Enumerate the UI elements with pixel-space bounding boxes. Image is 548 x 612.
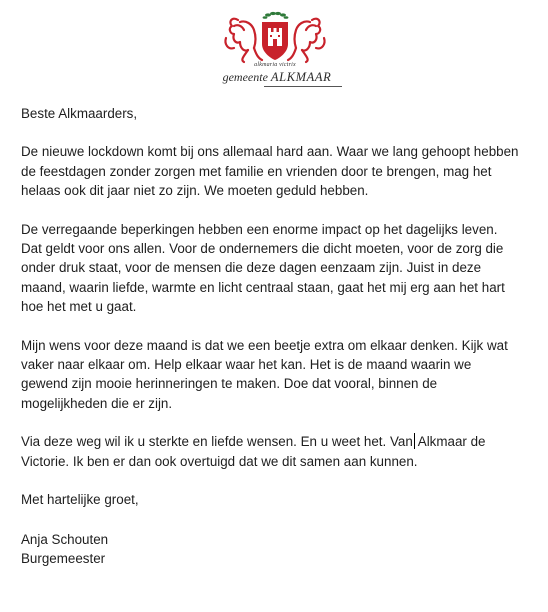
logo-underline <box>264 86 342 87</box>
letter-paragraph-4-part-2: Alkmaar de Victorie. Ik ben er dan ook overtuigd dat we dit samen aan kunnen. <box>21 434 486 469</box>
logo-org-city: ALKMAAR <box>270 70 332 84</box>
letter-paragraph-2: De verregaande beperkingen hebben een enorme impact op het dagelijks leven. Dat geldt voor ons allen. Voor de ondernemers die dicht moeten, voor de zorg die onder druk staat, voor de mensen die deze dagen eenzaam zijn. Juist in deze maand, waarin liefde, warmte en licht centraal staan, gaat het mij erg aan het hart hoe het met u gaat. <box>21 221 505 315</box>
right-lion-icon <box>288 19 325 62</box>
logo-motto: alkmaria victrix <box>254 62 296 68</box>
signature-name: Anja Schouten <box>21 531 109 547</box>
letter-greeting: Beste Alkmaarders, <box>21 106 138 121</box>
left-lion-icon <box>225 19 262 62</box>
letter-paragraph-4 <box>21 432 521 471</box>
logo-org-name <box>204 70 350 85</box>
shield-icon <box>262 22 288 60</box>
letter-paragraph-1: De nieuwe lockdown komt bij ons allemaal hard aan. Waar we lang gehoopt hebben de feestdagen zonder zorgen met familie en vrienden door te brengen, mag het helaas ook dit jaar niet zo zijn. We moeten geduld hebben. <box>21 144 519 199</box>
logo-org-prefix: gemeente <box>222 70 268 84</box>
letter-paragraph-4-part-1: Via deze weg wil ik u sterkte en liefde wensen. En u weet het. Van <box>21 434 413 450</box>
signature-title: Burgemeester <box>21 550 106 566</box>
letter-closing: Met hartelijke groet, <box>21 492 139 508</box>
municipality-logo <box>200 8 350 88</box>
letter-body[interactable] <box>21 104 521 568</box>
alkmaar-coat-of-arms-icon <box>218 8 332 64</box>
text-cursor <box>414 433 415 449</box>
laurel-wreath-icon <box>263 12 289 19</box>
letter-paragraph-3: Mijn wens voor deze maand is dat we een beetje extra om elkaar denken. Kijk wat vaker naar elkaar om. Help elkaar waar het kan. Het is de maand waarin we gewend zijn mooie herinneringen te maken. Doe dat vooral, binnen de mogelijkheden die er zijn. <box>21 337 508 411</box>
